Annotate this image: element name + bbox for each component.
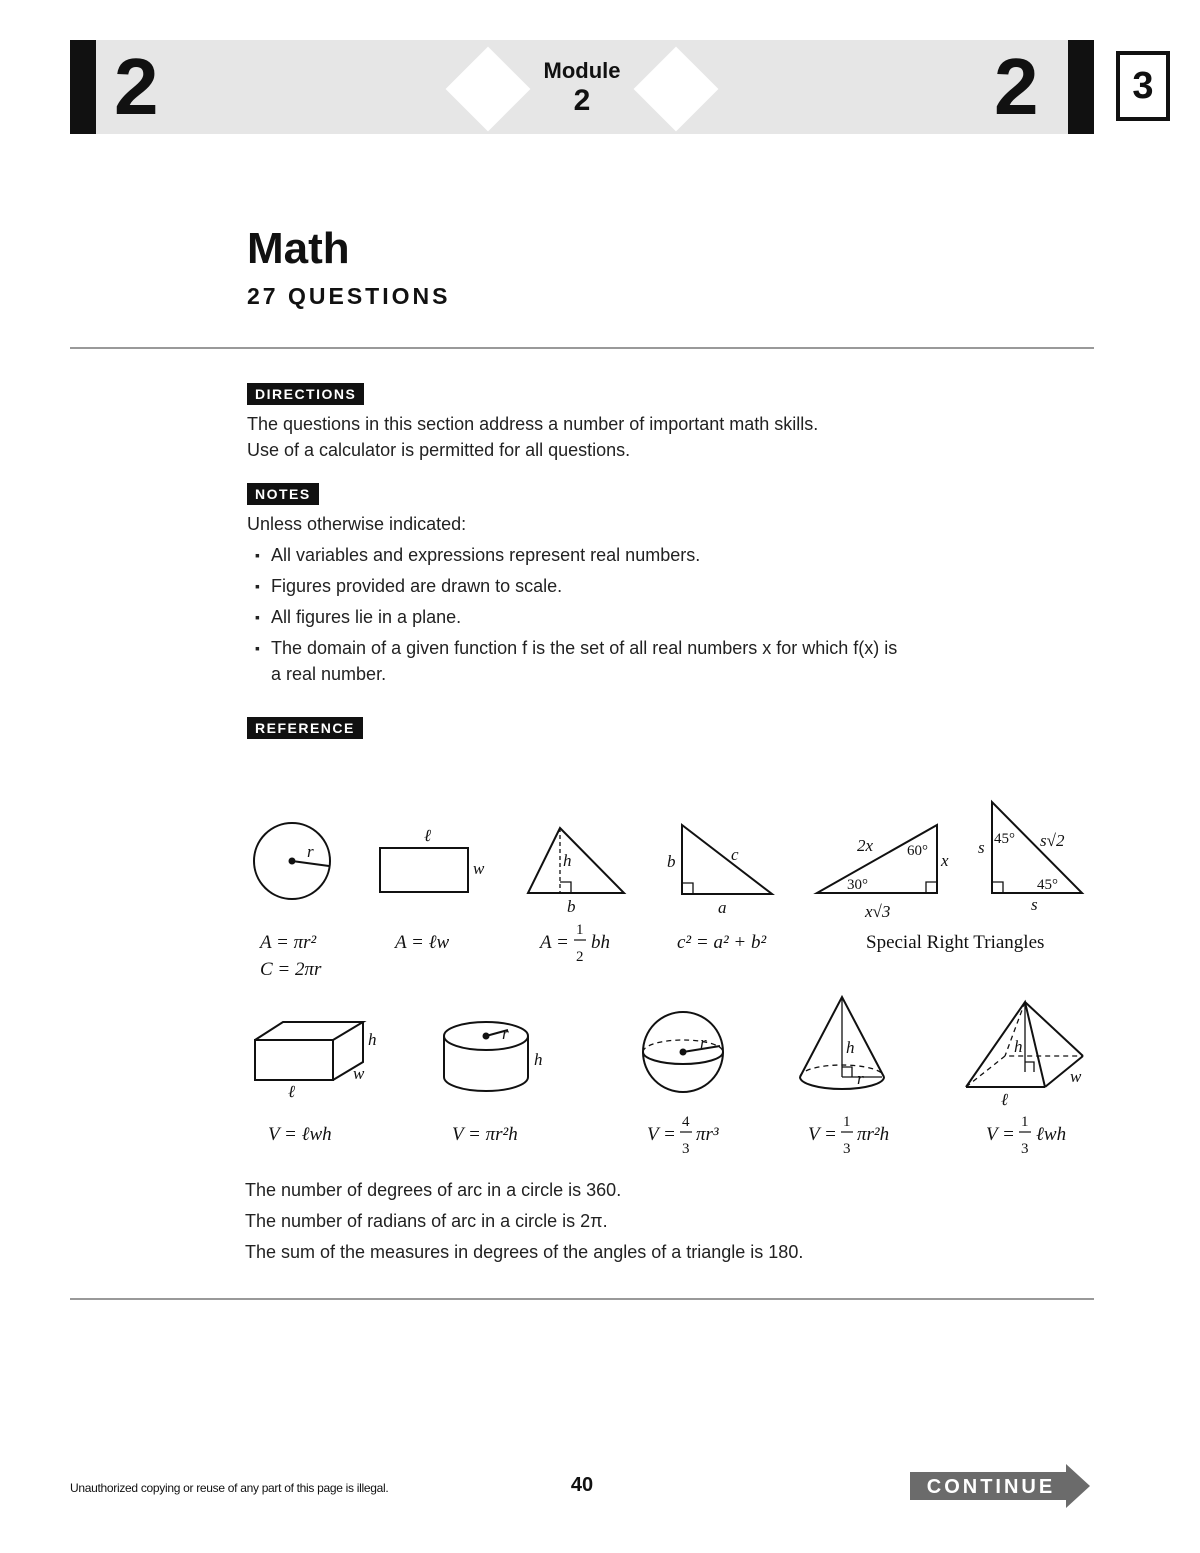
directions-line-2: Use of a calculator is permitted for all questions.	[247, 440, 631, 460]
triangle-figure	[528, 828, 624, 893]
cone-h-label: h	[846, 1038, 855, 1057]
pythagorean-formula: c² = a² + b²	[677, 932, 767, 953]
triangle-area-rhs: bh	[591, 932, 610, 953]
notes-label: NOTES	[247, 483, 319, 505]
tri454590-s-bottom-label: s	[1031, 895, 1038, 914]
rectangle-area-formula: A = ℓw	[395, 932, 450, 953]
sphere-r-label: r	[700, 1033, 707, 1052]
rectangle-figure	[380, 848, 468, 892]
note-item: ▪ The domain of a given function f is the set of all real numbers x for which f(x) is a real number.	[257, 635, 911, 687]
box-l-label: ℓ	[288, 1082, 296, 1101]
section-number-right: 2	[994, 42, 1039, 131]
angle-45-bottom-label: 45°	[1037, 877, 1058, 893]
triangle-30-60-90	[817, 825, 937, 893]
box-figure	[255, 1022, 363, 1080]
continue-button-label: CONTINUE	[926, 1476, 1056, 1498]
fact-radians: The number of radians of arc in a circle is 2π.	[245, 1211, 608, 1231]
cylinder-volume-formula: V = πr²h	[452, 1124, 518, 1145]
pyramid-w-label: w	[1070, 1067, 1082, 1086]
right-tri-a-label: a	[718, 898, 727, 917]
circle-radius-label: r	[307, 842, 314, 861]
bottom-divider	[70, 1298, 1094, 1300]
rect-width-label: w	[473, 859, 485, 878]
cone-volume-rhs: πr²h	[857, 1124, 890, 1145]
directions-line-1: The questions in this section address a number of important math skills.	[247, 414, 819, 434]
cylinder-figure	[444, 1022, 528, 1091]
pyramid-figure	[966, 1002, 1083, 1087]
circle-area-formula: A = πr²	[260, 932, 317, 953]
module-number: 2	[573, 84, 591, 117]
continue-button[interactable]	[910, 1464, 1090, 1508]
copyright-notice: Unauthorized copying or reuse of any part of this page is illegal.	[70, 1481, 389, 1495]
pyramid-h-label: h	[1014, 1037, 1023, 1056]
box-w-label: w	[353, 1064, 365, 1083]
pyramid-volume-rhs: ℓwh	[1036, 1124, 1067, 1145]
circle-circumference-formula: C = 2πr	[260, 959, 322, 980]
reference-label: REFERENCE	[247, 717, 363, 739]
frac-third-num-cone: 1	[843, 1114, 851, 1130]
cylinder-h-label: h	[534, 1050, 543, 1069]
page-title: Math	[247, 224, 350, 273]
tri454590-s-left-label: s	[978, 838, 985, 857]
page-number: 40	[570, 1474, 594, 1496]
angle-60-label: 60°	[907, 843, 928, 859]
notes-intro: Unless otherwise indicated:	[247, 514, 467, 534]
sphere-volume-rhs: πr³	[696, 1124, 719, 1145]
section-number-left: 2	[114, 42, 159, 131]
triangle-area-lhs: A =	[540, 932, 569, 953]
triangle-height-label: h	[563, 851, 572, 870]
special-triangles-caption: Special Right Triangles	[866, 932, 1045, 953]
tri306090-xroot3-label: x√3	[865, 902, 891, 921]
cone-volume-lhs: V =	[808, 1124, 837, 1145]
directions-label: DIRECTIONS	[247, 383, 364, 405]
fact-degrees: The number of degrees of arc in a circle is 360.	[245, 1180, 622, 1200]
right-tri-b-label: b	[667, 852, 676, 871]
tri306090-x-label: x	[941, 851, 949, 870]
fact-triangle-sum: The sum of the measures in degrees of the angles of a triangle is 180.	[245, 1242, 804, 1262]
triangle-base-label: b	[567, 897, 576, 916]
frac-half-den: 2	[576, 949, 584, 965]
right-triangle-figure	[682, 825, 772, 894]
section-badge: 3	[1116, 51, 1170, 121]
question-count: 27 QUESTIONS	[247, 283, 451, 309]
pyramid-l-label: ℓ	[1001, 1090, 1009, 1109]
frac-four-thirds-den: 3	[682, 1141, 690, 1157]
note-item: ▪ All figures lie in a plane.	[257, 604, 957, 630]
frac-third-num-pyramid: 1	[1021, 1114, 1029, 1130]
frac-half-num: 1	[576, 922, 584, 938]
note-item: ▪ Figures provided are drawn to scale.	[257, 573, 957, 599]
sphere-volume-lhs: V =	[647, 1124, 676, 1145]
right-tri-c-label: c	[731, 845, 739, 864]
box-volume-formula: V = ℓwh	[268, 1124, 332, 1145]
frac-four-thirds-num: 4	[682, 1114, 690, 1130]
cone-r-label: r	[857, 1069, 864, 1088]
module-label: Module	[543, 58, 621, 83]
box-h-label: h	[368, 1030, 377, 1049]
frac-third-den-cone: 3	[843, 1141, 851, 1157]
cone-figure	[800, 997, 884, 1089]
pyramid-volume-lhs: V =	[986, 1124, 1015, 1145]
note-item: ▪ All variables and expressions represent real numbers.	[257, 542, 957, 568]
angle-45-top-label: 45°	[994, 831, 1015, 847]
cylinder-r-label: r	[502, 1024, 509, 1043]
tri454590-sroot2-label: s√2	[1040, 831, 1065, 850]
rect-length-label: ℓ	[424, 826, 432, 845]
frac-third-den-pyramid: 3	[1021, 1141, 1029, 1157]
tri306090-2x-label: 2x	[857, 836, 874, 855]
angle-30-label: 30°	[847, 877, 868, 893]
